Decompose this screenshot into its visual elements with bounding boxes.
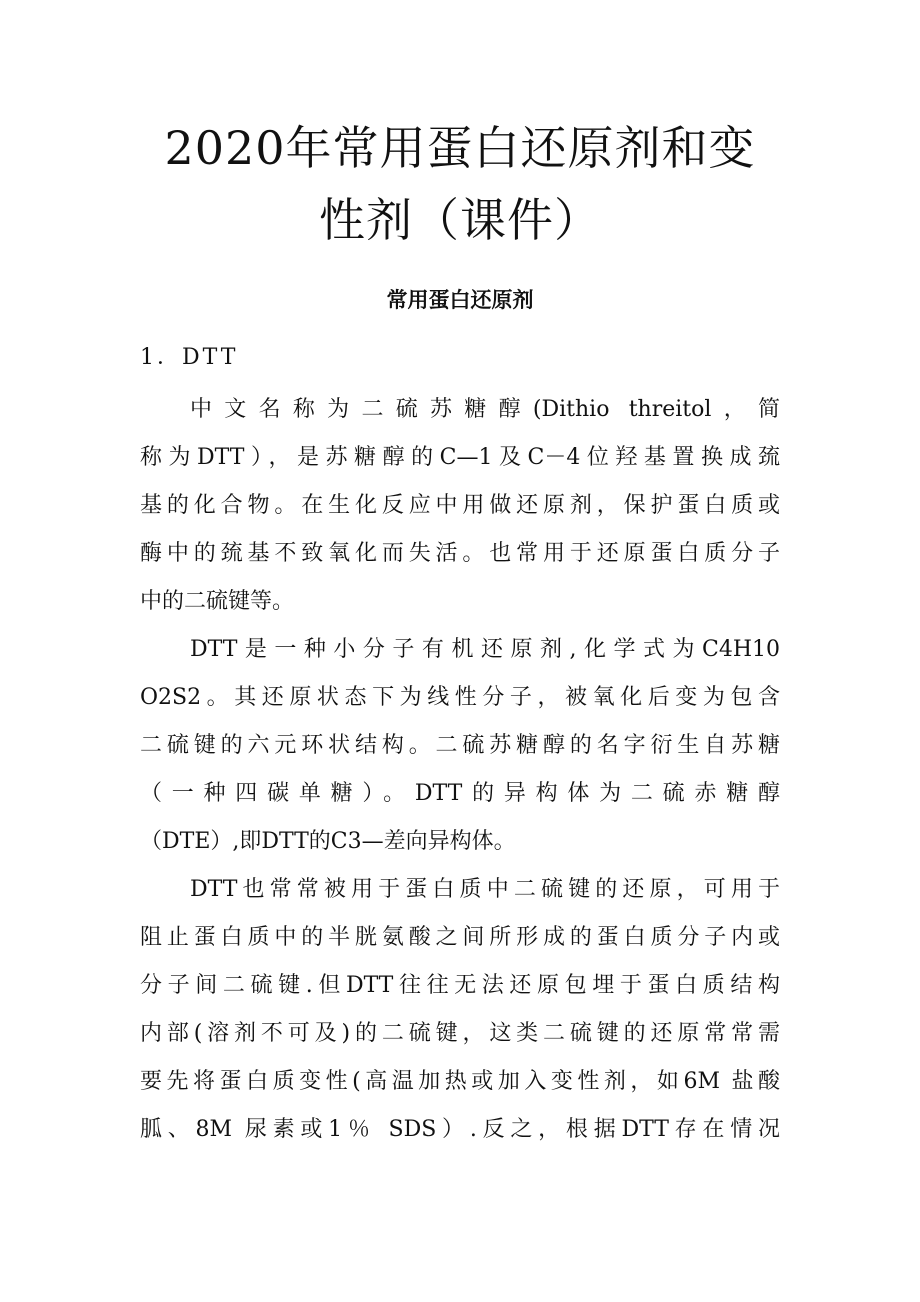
paragraph-line: DTT也常常被用于蛋白质中二硫键的还原，可用于: [190, 877, 780, 902]
paragraph-line: 分子间二硫键.但DTT往往无法还原包埋于蛋白质结构: [140, 973, 780, 998]
paragraph-1: [140, 386, 780, 626]
document-title-line-2: 性剂（课件）: [319, 193, 601, 247]
paragraph-line: 基的化合物。在生化反应中用做还原剂，保护蛋白质或: [140, 493, 780, 518]
paragraph-line: 内部(溶剂不可及)的二硫键，这类二硫键的还原常常需: [140, 1021, 780, 1046]
paragraph-line: 酶中的巯基不致氧化而失活。也常用于还原蛋白质分子: [140, 541, 780, 566]
document-title-line-1: 2020年常用蛋白还原剂和变: [164, 121, 756, 175]
paragraph-3: [140, 866, 780, 1154]
paragraph-line: O2S2。其还原状态下为线性分子，被氧化后变为包含: [140, 685, 780, 710]
paragraph-line: DTT是一种小分子有机还原剂,化学式为C4H10: [190, 637, 780, 662]
section-subtitle: 常用蛋白还原剂: [386, 288, 534, 312]
paragraph-line: （一种四碳单糖）。DTT的异构体为二硫赤糖醇: [140, 781, 780, 806]
paragraph-line: 中的二硫键等。: [140, 589, 295, 614]
paragraph-line: 二硫键的六元环状结构。二硫苏糖醇的名字衍生自苏糖: [140, 733, 780, 758]
paragraph-line: 称为DTT），是苏糖醇的C—1及C－4位羟基置换成巯: [140, 445, 780, 470]
paragraph-line: （DTE）,即DTT的C3—差向异构体。: [140, 829, 516, 854]
paragraph-line: 中文名称为二硫苏糖醇(Dithio threitol，简: [190, 397, 780, 422]
item-heading-dtt: 1．DTT: [140, 345, 239, 370]
paragraph-line: 阻止蛋白质中的半胱氨酸之间所形成的蛋白质分子内或: [140, 925, 780, 950]
paragraph-2: [140, 626, 780, 866]
paragraph-line: 胍、8M 尿素或1％ SDS）.反之，根据DTT存在情况: [140, 1117, 780, 1142]
paragraph-line: 要先将蛋白质变性(高温加热或加入变性剂，如6M 盐酸: [140, 1069, 780, 1094]
